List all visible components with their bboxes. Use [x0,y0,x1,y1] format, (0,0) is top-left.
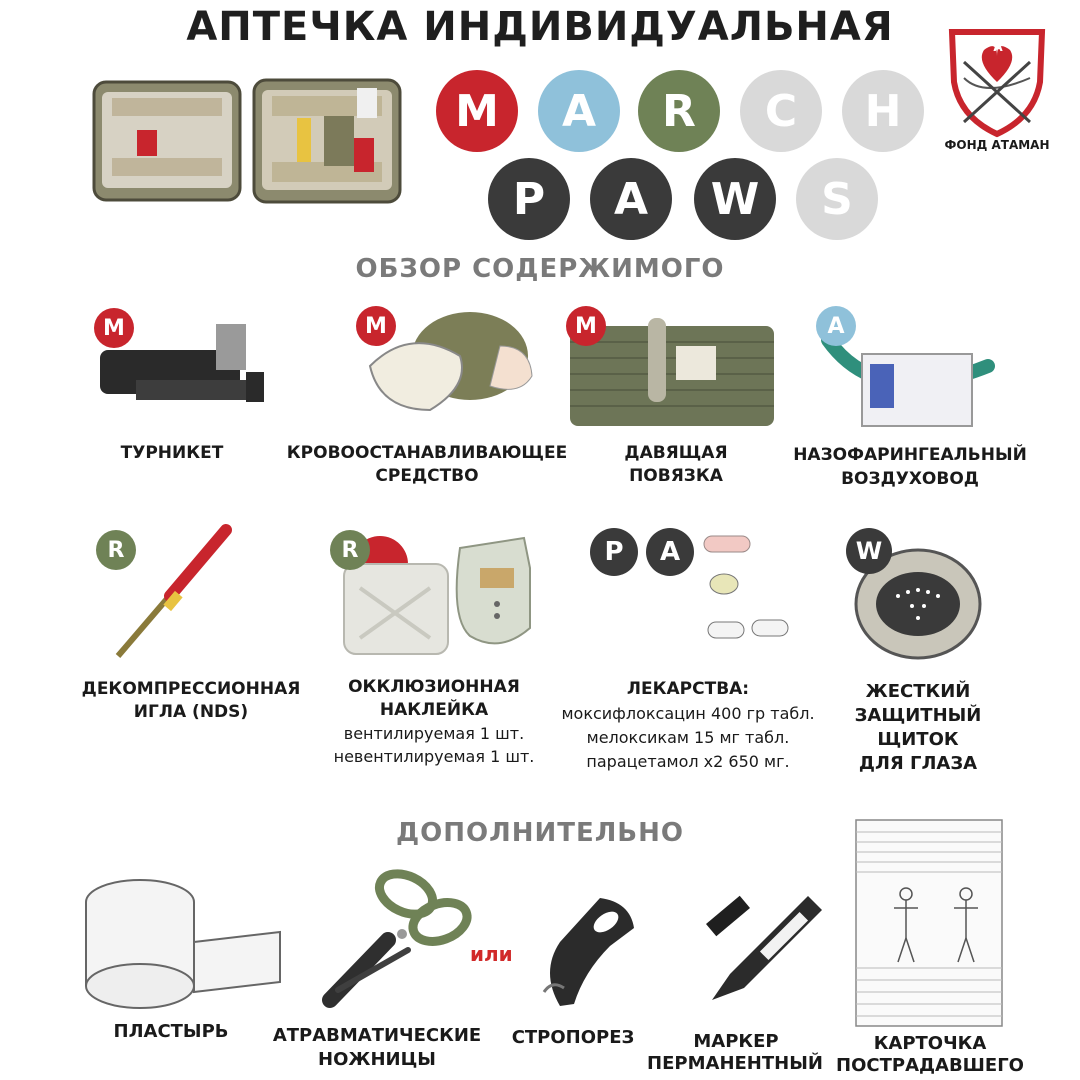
occlusive-label-1: ОККЛЮЗИОННАЯ [348,677,520,697]
needle-label-1: ДЕКОМПРЕССИОННАЯ [81,679,301,699]
occlusive-sub-1: вентилируемая 1 шт. [343,724,525,743]
meds-badge-p: P [590,528,638,576]
needle-label-2: ИГЛА (NDS) [133,702,249,722]
scissors-label-1: АТРАВМАТИЧЕСКИЕ [272,1025,482,1046]
eye-shield-label-1: ЖЕСТКИЙ [865,681,971,702]
pressure-badge: M [566,306,606,346]
airway-label-1: НАЗОФАРИНГЕАЛЬНЫЙ [793,445,1027,465]
tourniquet-label: ТУРНИКЕТ [120,443,224,463]
occlusive-sub-2: невентилируемая 1 шт. [333,747,535,766]
hemostatic-label-1: КРОВООСТАНАВЛИВАЮЩЕЕ [286,443,568,463]
tourniquet-badge: M [94,308,134,348]
airway-label-2: ВОЗДУХОВОД [841,469,979,489]
meds-sub-2: мелоксикам 15 мг табл. [586,728,790,747]
or-text: или [470,942,513,966]
eye-shield-label-4: ДЛЯ ГЛАЗА [858,753,978,774]
occlusive-label-2: НАКЛЕЙКА [379,700,489,720]
section-overview-title: ОБЗОР СОДЕРЖИМОГО [355,254,725,284]
logo-letter: А [993,40,1003,54]
pressure-label-1: ДАВЯЩАЯ [624,443,728,463]
meds-sub-1: моксифлоксацин 400 гр табл. [561,704,815,723]
casualty-card-image [854,818,1004,1028]
march-c-circle: C [740,70,822,152]
eye-shield-label-2: ЗАЩИТНЫЙ [854,705,982,726]
paws-a-circle: A [590,158,672,240]
marker-image [700,878,830,1008]
eye-shield-badge: W [846,528,892,574]
meds-sub-3: парацетамол х2 650 мг. [586,752,790,771]
march-h-circle: H [842,70,924,152]
ifak-pouch-image [92,78,402,206]
tape-image [80,872,284,1012]
pills-image [700,528,800,648]
march-r-circle: R [638,70,720,152]
logo-caption: ФОНД АТАМАН [944,138,1050,152]
scissors-label-2: НОЖНИЦЫ [318,1049,436,1070]
section-extra-title: ДОПОЛНИТЕЛЬНО [395,818,684,848]
occlusive-badge: R [330,530,370,570]
marker-label-2: ПЕРМАНЕНТНЫЙ [647,1053,823,1074]
hemostatic-label-2: СРЕДСТВО [375,466,479,486]
meds-badge-a: A [646,528,694,576]
strap-cutter-image [530,892,640,1012]
casualty-card-label-1: КАРТОЧКА [873,1033,987,1054]
casualty-card-label-2: ПОСТРАДАВШЕГО [836,1055,1024,1076]
strap-cutter-label: СТРОПОРЕЗ [511,1027,635,1048]
marker-label-1: МАРКЕР [693,1031,779,1052]
occlusive-image [340,528,550,658]
hemostatic-badge: M [356,306,396,346]
paws-p-circle: P [488,158,570,240]
paws-w-circle: W [694,158,776,240]
airway-badge: A [816,306,856,346]
page-title: АПТЕЧКА ИНДИВИДУАЛЬНАЯ [186,4,894,50]
meds-label: ЛЕКАРСТВА: [626,679,750,699]
needle-badge: R [96,530,136,570]
paws-s-circle: S [796,158,878,240]
march-m-circle: M [436,70,518,152]
scissors-image [318,870,478,1010]
pressure-label-2: ПОВЯЗКА [629,466,723,486]
tape-label: ПЛАСТЫРЬ [113,1021,229,1042]
march-a-circle: A [538,70,620,152]
eye-shield-label-3: ЩИТОК [877,729,959,750]
